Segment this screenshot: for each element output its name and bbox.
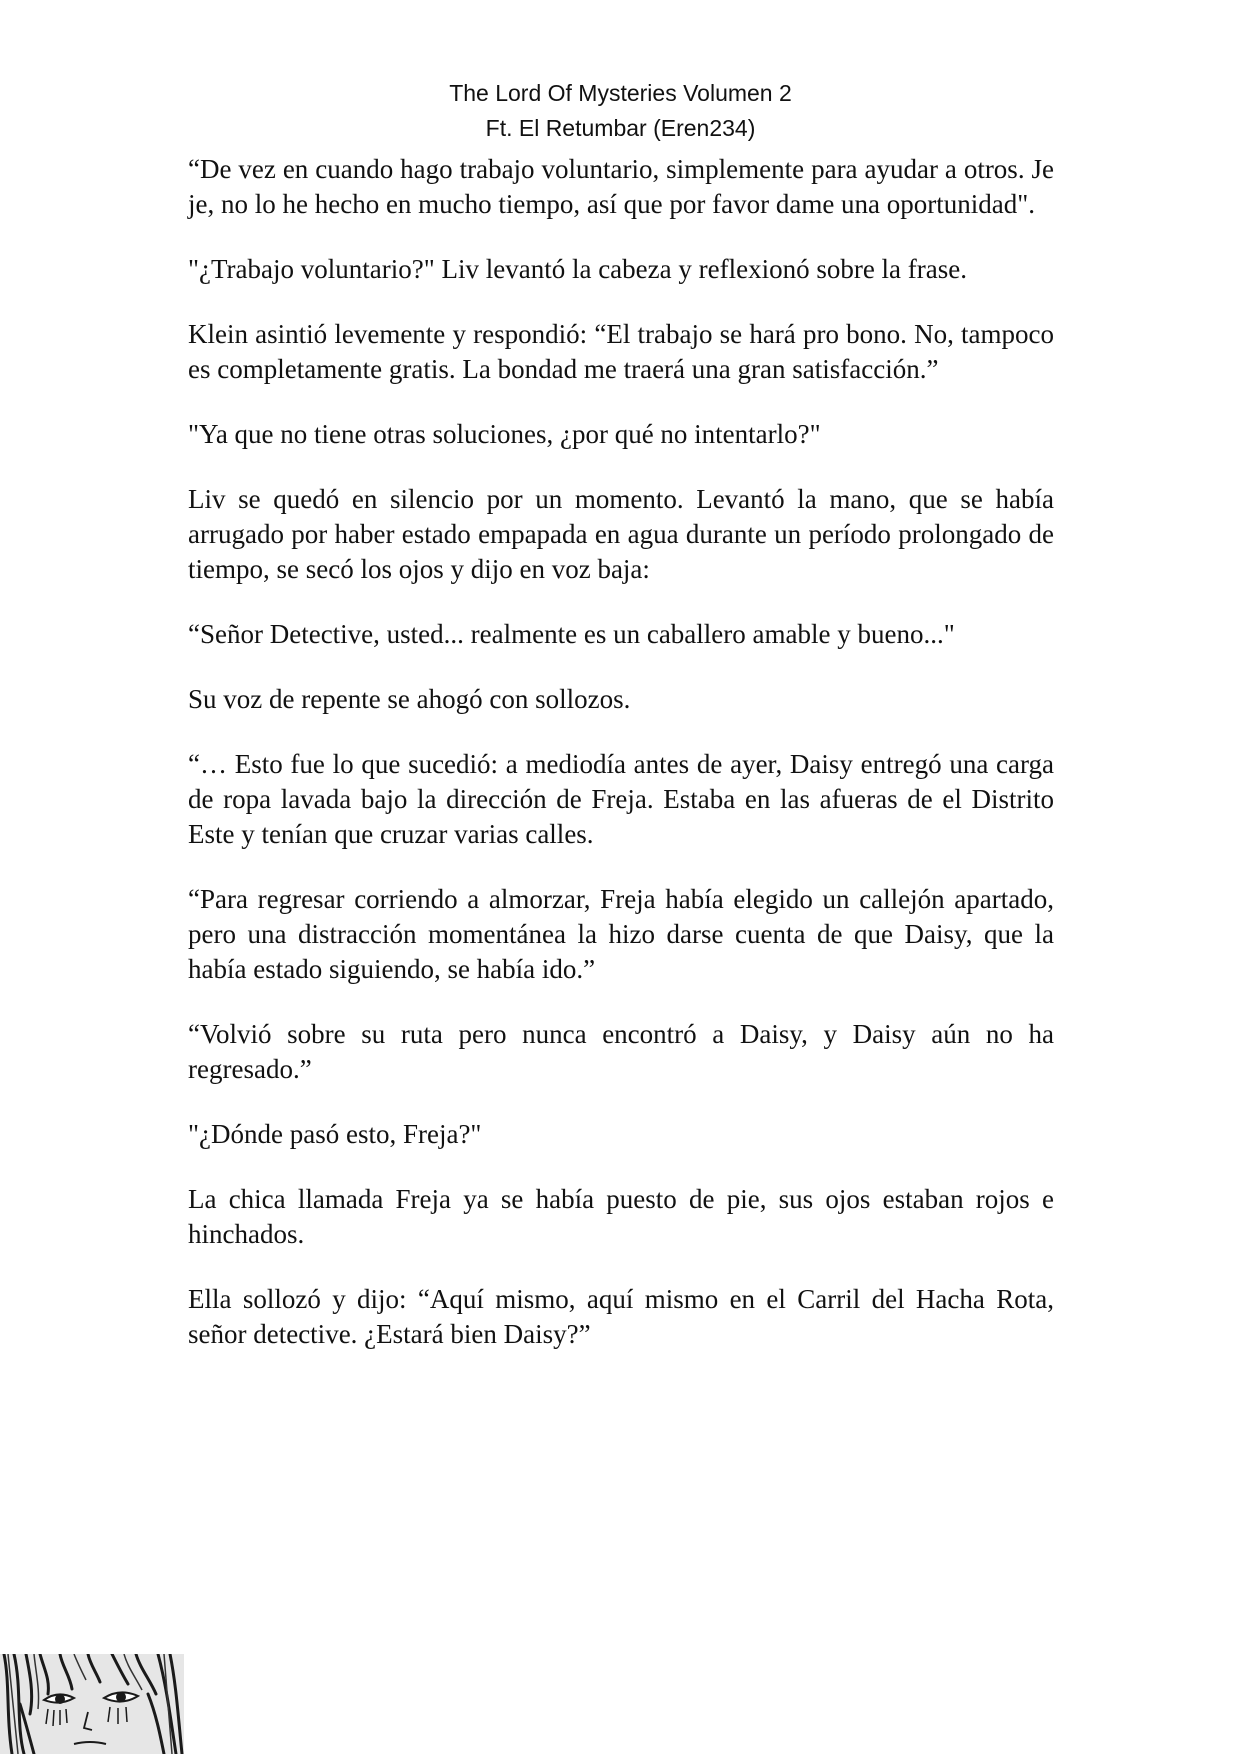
manga-character-portrait-icon [0, 1654, 184, 1754]
document-subtitle: Ft. El Retumbar (Eren234) [485, 115, 756, 141]
document-title: The Lord Of Mysteries Volumen 2 [449, 80, 792, 106]
paragraph: Su voz de repente se ahogó con sollozos. [188, 684, 631, 714]
paragraph: “De vez en cuando hago trabajo voluntario, simplemente para ayudar a otros. Je je, no lo he hecho en mucho tiempo, así que por favor dame una oportunidad". [188, 154, 1054, 219]
page-header [0, 76, 1241, 146]
paragraph: La chica llamada Freja ya se había puesto de pie, sus ojos estaban rojos e hinchados. [188, 1184, 1054, 1249]
paragraph: Liv se quedó en silencio por un momento. Levantó la mano, que se había arrugado por haber estado empapada en agua durante un período prolongado de tiempo, se secó los ojos y dijo en voz baja: [188, 484, 1054, 584]
paragraph: "¿Dónde pasó esto, Freja?" [188, 1119, 482, 1149]
paragraph: "Ya que no tiene otras soluciones, ¿por qué no intentarlo?" [188, 419, 821, 449]
paragraph: "¿Trabajo voluntario?" Liv levantó la cabeza y reflexionó sobre la frase. [188, 254, 967, 284]
paragraph: “Para regresar corriendo a almorzar, Freja había elegido un callejón apartado, pero una distracción momentánea la hizo darse cuenta de que Daisy, que la había estado siguiendo, se había ido.” [188, 884, 1054, 984]
document-body [188, 152, 1054, 1382]
paragraph: Ella sollozó y dijo: “Aquí mismo, aquí mismo en el Carril del Hacha Rota, señor detective. ¿Estará bien Daisy?” [188, 1284, 1054, 1349]
paragraph: “Volvió sobre su ruta pero nunca encontró a Daisy, y Daisy aún no ha regresado.” [188, 1019, 1054, 1084]
paragraph: “… Esto fue lo que sucedió: a mediodía antes de ayer, Daisy entregó una carga de ropa lavada bajo la dirección de Freja. Estaba en las afueras de el Distrito Este y tenían que cruzar varias calles. [188, 749, 1054, 849]
paragraph: “Señor Detective, usted... realmente es un caballero amable y bueno..." [188, 619, 955, 649]
paragraph: Klein asintió levemente y respondió: “El trabajo se hará pro bono. No, tampoco es completamente gratis. La bondad me traerá una gran satisfacción.” [188, 319, 1054, 384]
